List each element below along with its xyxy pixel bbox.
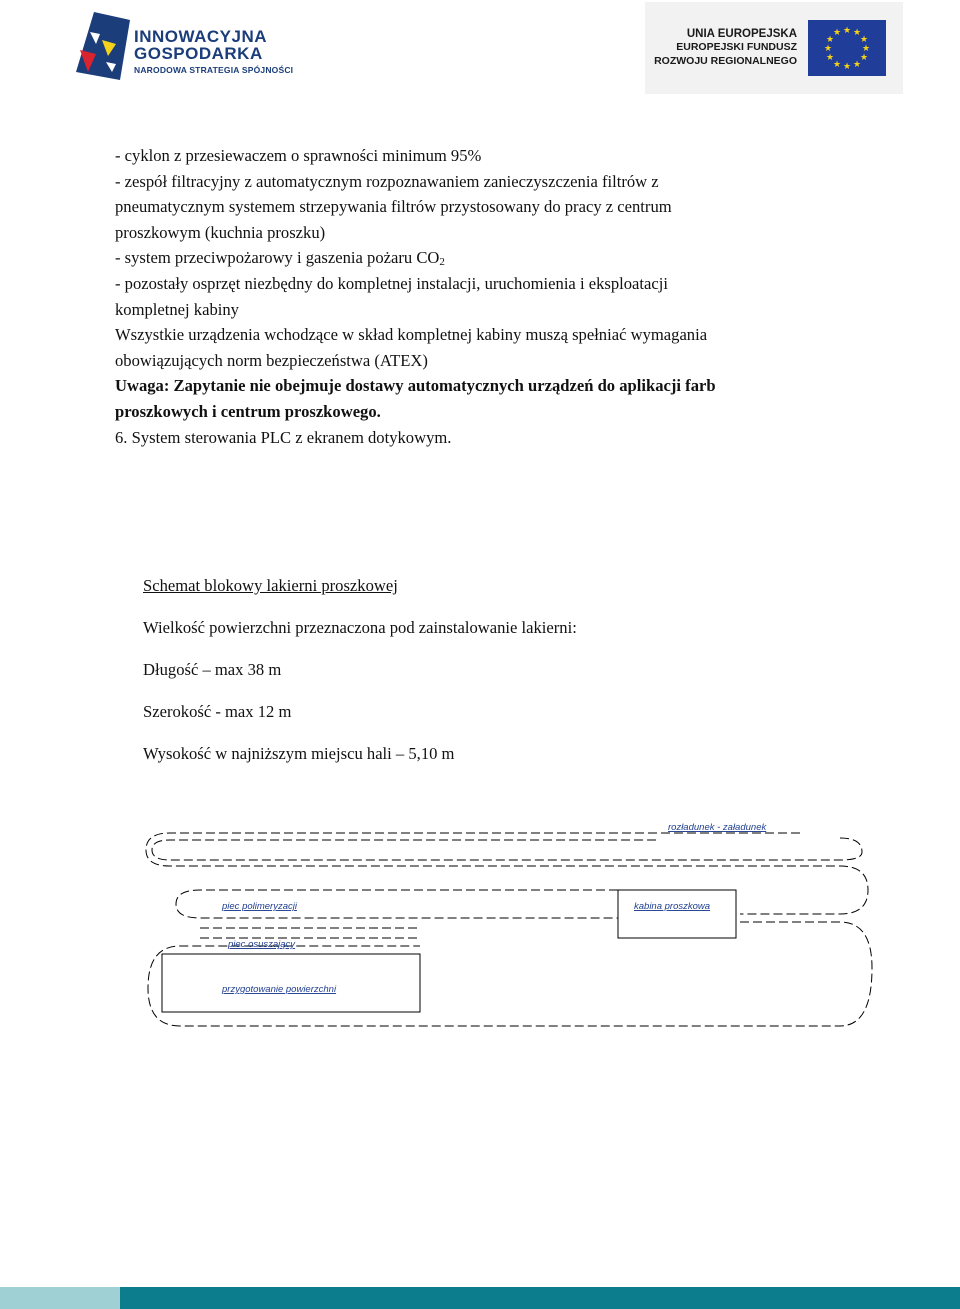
block-diagram bbox=[140, 818, 875, 1048]
section-title: Schemat blokowy lakierni proszkowej bbox=[143, 576, 398, 595]
svg-text:★: ★ bbox=[852, 28, 862, 38]
co2-text: - system przeciwpożarowy i gaszenia pożaru CO bbox=[115, 248, 440, 268]
body-line: kompletnej kabiny bbox=[115, 299, 239, 319]
eu-logo-line-1: UNIA EUROPEJSKA bbox=[686, 28, 797, 40]
area-label: Wielkość powierzchni przeznaczona pod zainstalowanie lakierni: bbox=[143, 618, 577, 637]
svg-text:★: ★ bbox=[832, 60, 842, 70]
body-line: 6. System sterowania PLC z ekranem dotykowym. bbox=[115, 427, 452, 447]
label-prep: przygotowanie powierzchni bbox=[222, 984, 337, 995]
prep-box bbox=[162, 954, 420, 1012]
booth-box bbox=[618, 890, 736, 938]
label-booth: kabina proszkowa bbox=[634, 901, 711, 912]
logo-emblem-icon bbox=[72, 10, 134, 82]
eu-flag-icon bbox=[808, 20, 886, 76]
eu-logo-line-3: ROZWOJU REGIONALNEGO bbox=[654, 54, 797, 67]
label-oven-poly: piec polimeryzacji bbox=[222, 901, 297, 912]
svg-text:★: ★ bbox=[859, 35, 869, 45]
document-body bbox=[115, 143, 835, 450]
note-line: proszkowych i centrum proszkowego. bbox=[115, 401, 381, 421]
body-line: Wszystkie urządzenia wchodzące w skład kompletnej kabiny muszą spełniać wymagania bbox=[115, 325, 708, 345]
svg-text:★: ★ bbox=[825, 53, 835, 63]
svg-text:★: ★ bbox=[823, 44, 833, 54]
innowacyjna-gospodarka-logo bbox=[72, 10, 302, 85]
logo-line-3: NARODOWA STRATEGIA SPÓJNOŚCI bbox=[134, 64, 294, 75]
svg-text:★: ★ bbox=[825, 35, 835, 45]
svg-text:★: ★ bbox=[842, 62, 852, 72]
label-top-right: rozładunek - załadunek bbox=[668, 822, 767, 833]
logo-line-1: INNOWACYJNA bbox=[134, 27, 268, 46]
body-line: - zespół filtracyjny z automatycznym rozpoznawaniem zanieczyszczenia filtrów z bbox=[115, 171, 659, 191]
height-spec: Wysokość w najniższym miejscu hali – 5,10 m bbox=[143, 744, 455, 763]
logo-line-2: GOSPODARKA bbox=[134, 44, 263, 64]
body-line: - pozostały osprzęt niezbędny do kompletnej instalacji, uruchomienia i eksploatacji bbox=[115, 273, 668, 293]
note-line: Uwaga: Zapytanie nie obejmuje dostawy automatycznych urządzeń do aplikacji farb bbox=[115, 376, 716, 396]
body-line: obowiązujących norm bezpieczeństwa (ATEX) bbox=[115, 350, 428, 370]
length-spec: Długość – max 38 m bbox=[143, 660, 282, 679]
conveyor-path bbox=[152, 838, 862, 860]
body-line: - cyklon z przesiewaczem o sprawności minimum 95% bbox=[115, 146, 482, 165]
footer-bar bbox=[0, 1287, 960, 1309]
svg-text:★: ★ bbox=[861, 44, 871, 54]
header bbox=[0, 0, 960, 100]
body-line: proszkowym (kuchnia proszku) bbox=[115, 222, 326, 242]
eu-logo-line-2: EUROPEJSKI FUNDUSZ bbox=[676, 41, 797, 54]
co2-subscript: 2 bbox=[439, 256, 445, 269]
svg-text:★: ★ bbox=[832, 28, 842, 38]
eu-logo bbox=[645, 2, 903, 94]
svg-text:★: ★ bbox=[852, 60, 862, 70]
label-oven-dry: piec osuszający bbox=[228, 939, 296, 950]
svg-text:★: ★ bbox=[842, 26, 852, 36]
footer-bar-accent bbox=[0, 1287, 120, 1309]
body-line-co2 bbox=[115, 245, 835, 271]
width-spec: Szerokość - max 12 m bbox=[143, 702, 292, 721]
body-line: pneumatycznym systemem strzepywania filtrów przystosowany do pracy z centrum bbox=[115, 197, 672, 217]
svg-text:★: ★ bbox=[859, 53, 869, 63]
